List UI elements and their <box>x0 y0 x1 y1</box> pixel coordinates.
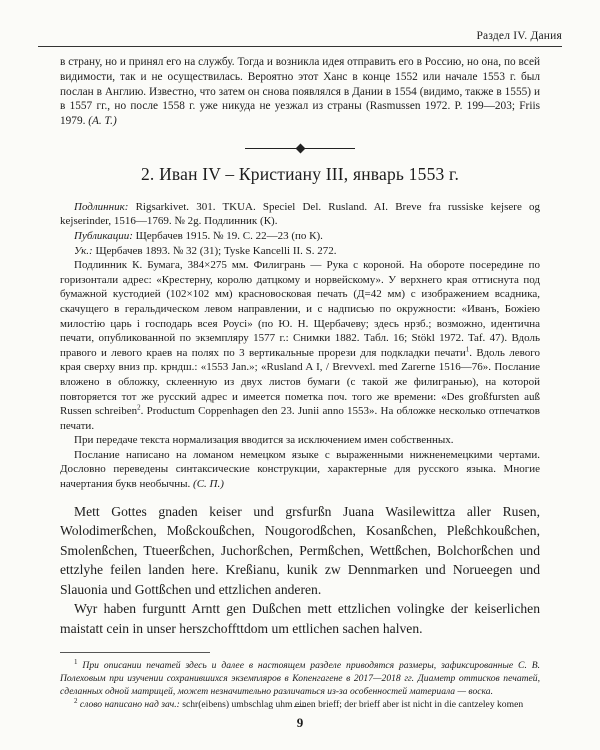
footnote-rule <box>60 652 210 653</box>
normalization-note: При передаче текста нормализация вводится за исключением имен собственных. <box>74 434 454 447</box>
intro-paragraph <box>60 55 540 129</box>
page-body <box>60 55 540 711</box>
intro-signature: (А. Т.) <box>88 115 117 128</box>
page-number: 9 <box>296 715 304 730</box>
footnote-1: $^1$ При описании печатей здесь и далее в настоящем разделе приводятся размеры, зафиксированные С. В. Полеховым при изучении сохранившихся экземпляров в Копенгагене в 2017—2018 гг. Диаметр оттисков печатей, сделанных одной матрицей, может незначительно различаться из-за особенностей материала — воска. <box>60 657 540 698</box>
running-header: Раздел IV. Дания <box>476 30 562 42</box>
source-entry: Подлинник: Rigsarkivet. 301. TKUA. Speciel Del. Rusland. AI. Breve fra russiske kejsere og kejserinder, 1516—1769. № 2g. Подлинник (К). <box>60 200 540 228</box>
language-note: Послание написано на ломаном немецком языке с выраженными нижненемецкими чертами. Дословно переведены синтаксические конструкции, характерные для русского языка. Многие начертания букв необычны. (С. П.) <box>60 448 540 491</box>
footnote-2: $^2$ слово написано над зач.: schr(eibens) umbschlag uhm einen brieff; der brieff aber ist nicht in die cantzeley komen <box>74 696 524 711</box>
section-ornament <box>245 145 355 153</box>
footnote-ref-2[interactable]: 2 <box>137 403 141 412</box>
original-paragraph-2: Wyr haben furguntt Arntt gen Dußchen mett ettzlichen volingke der keiserlichen maistatt cein in unser herszchoffttdom um ettlichen sachen halven. <box>60 601 540 636</box>
document-title: 2. Иван IV – Кристиану III, январь 1553 г. <box>140 163 460 184</box>
page-number-rule <box>294 706 306 707</box>
footnote-ref-1[interactable]: 1 <box>465 345 470 354</box>
original-text <box>60 502 540 639</box>
archival-metadata <box>60 200 540 492</box>
original-paragraph-1: Mett Gottes gnaden keiser und grsfurßn Juana Wasilewittza aller Rusen, Wolodimerßchen, Moßckoußchen, Nougorodßchen, Kosanßchen, Pleßchkoußchen, Smolenßchen, Ttueerßchen, Juchorßchen, Permßchen, Wettßchen, Bolchorßchen und ettzlyhe feilen landen here. Kreßianu, kunik zw Dennmarken und Norueegen und Slauonia und Gottßchen und ettzlichen anderen. <box>60 503 540 597</box>
intro-text: в страну, но и принял его на службу. Тогда и возникла идея отправить его в Россию, но она, по всей видимости, так и не осуществилась. Вероятно этот Ханс в конце 1552 или начале 1553 г. был послан в Англию. Известно, что затем он снова появлялся в Дании в 1554 (видимо, также в 1555) и в 1557 гг., но после 1558 г. уже никуда не уезжал из страны (Rasmussen 1972. P. 199—203; Friis 1979. <box>60 56 540 128</box>
footnotes <box>60 659 540 711</box>
publications-entry: Публикации: Щербачев 1915. № 19. С. 22—23 (по К). <box>74 229 323 242</box>
header-rule <box>38 46 562 47</box>
references-entry: Ук.: Щербачев 1893. № 32 (31); Tyske Kancelli II. S. 272. <box>74 244 337 257</box>
description-paragraph: Подлинник К. Бумага, 384×275 мм. Филигрань — Рука с короной. На обороте посередине по горизонтали адрес: «Крестерну, королю датцкому и норвейcкому». У верхнего края оттиснута под бумажной кустодией (102×102 мм) красновосковая печать (Д=42 мм) с изображением всадника, скачущего в геральдическом левом направлении, и с надписью по окружности: «Иванъ, Божiею милостiю царь i господарь всея Роусi» (по Ю. Н. Щербачеву; здесь нрзб.; возможно, идентична печати, опубликованной по экземпляру 1577 г.: Снимки 1882. Табл. 16; Stökl 1972. Taf. 47). Вдоль правого и левого краев на полях по 3 вертикальные прорези для подкладки печати$^1$. Вдоль левого края сверху вниз пр. крндш.: «1553 Jan.»; «Rusland A I, / Brevvexl. med Zarerne 1516—76». Послание вложено в обложку, склеенную из двух листов бумаги (с такой же филигранью), на которой повторяется тот же русский адрес и имеется пометка поч. того же времени: «Des großfursten auß Russen schreiben$^2$. Productum Coppenhagen den 23. Junii anno 1553». На обложке несколько отпечатков печати. <box>60 259 541 432</box>
